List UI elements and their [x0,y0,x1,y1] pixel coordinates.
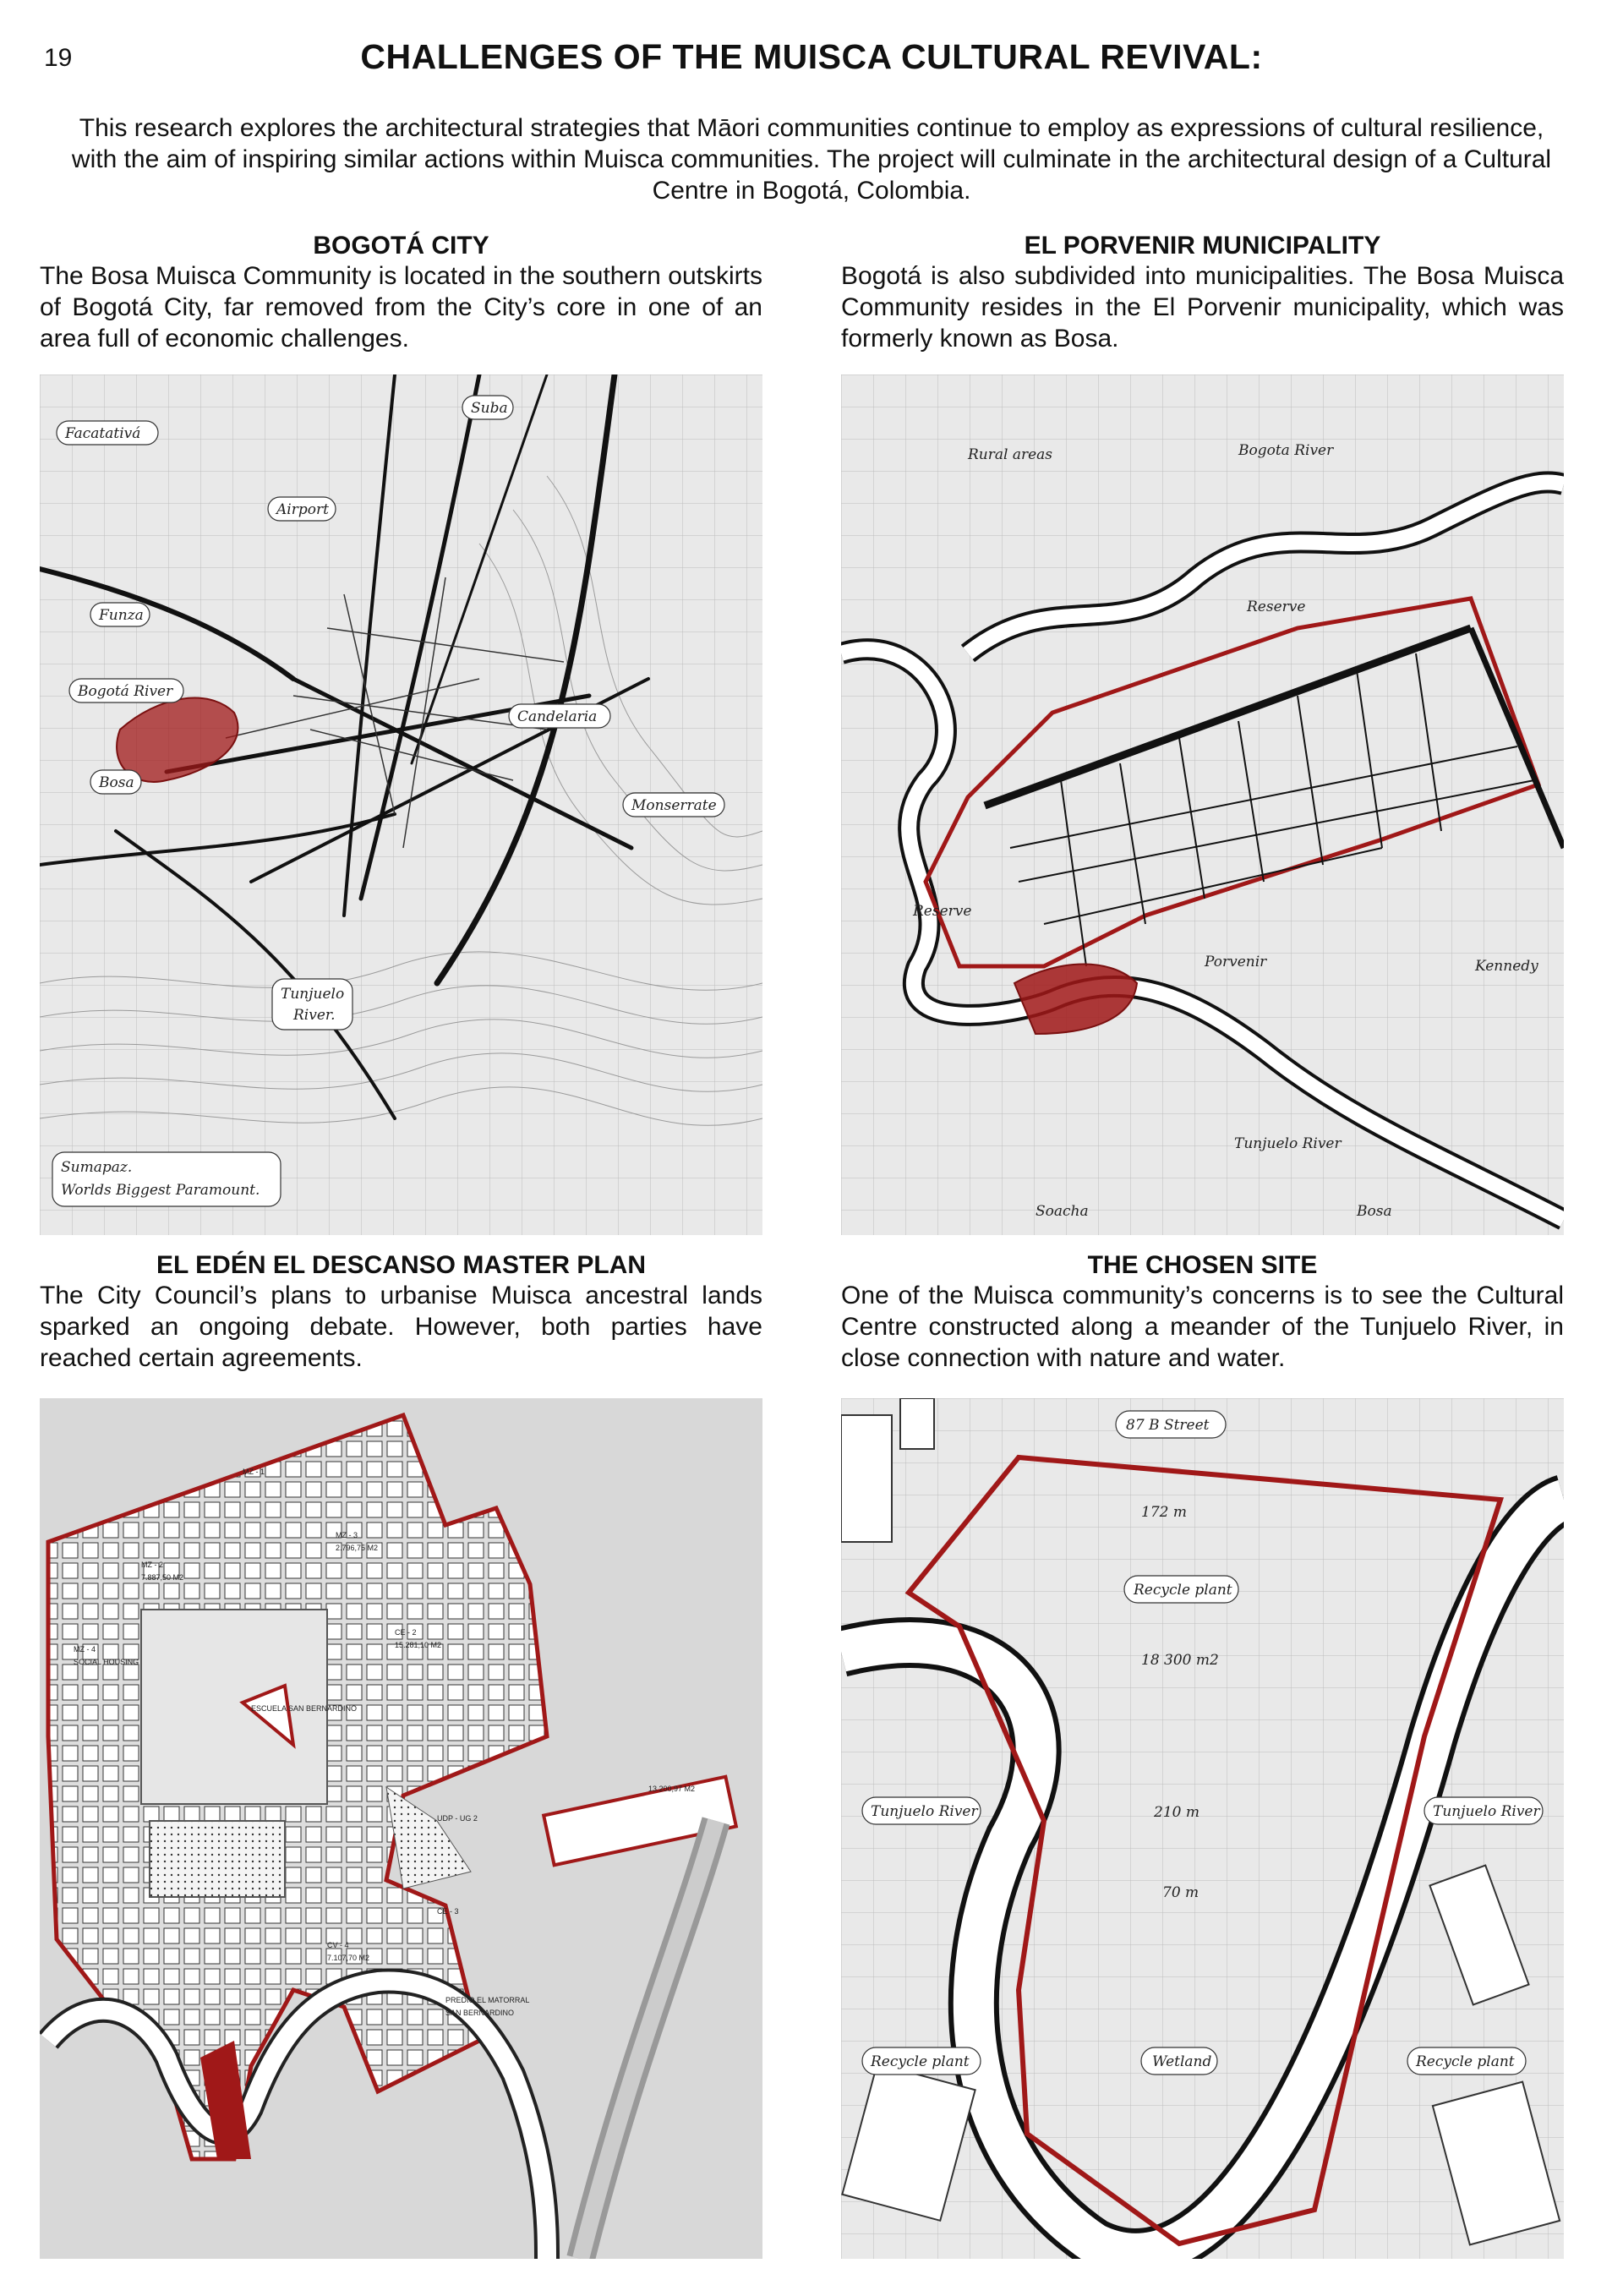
map-label: Airport [276,501,329,518]
map-label: Facatativá [65,425,141,442]
map-label: River. [293,1007,336,1024]
map-label: Tunjuelo River [1234,1135,1342,1152]
map-label: Reserve [913,903,972,920]
map-label: CV - 4 [327,1941,349,1949]
section-text: Bogotá is also subdivided into municipalities. The Bosa Muisca Community resides in the El Porvenir municipality, which was formerly known as Bosa. [841,262,1564,353]
map-label: Tunjuelo River [1433,1803,1540,1820]
map-label: Tunjuelo [281,986,345,1003]
map-label: PREDIO EL MATORRAL [445,1996,530,2004]
map-label: Bogotá River [78,683,173,700]
map-label: 7.107,70 M2 [327,1954,370,1962]
map-label: Recycle plant [1416,2053,1515,2070]
map-label: Wetland [1152,2053,1212,2070]
map-label: MZ - 2 [141,1561,163,1569]
map-label: Candelaria [517,708,598,725]
map-label: 172 m [1141,1504,1187,1521]
map-label: Bogota River [1238,442,1334,459]
map-label: Soacha [1036,1203,1089,1220]
chosen-site-map [841,1398,1564,2259]
section-chosen-site [841,1251,1564,1374]
map-label: Porvenir [1205,954,1267,970]
map-label: 2.796,75 M2 [336,1544,379,1552]
map-label: ESCUELA SAN BERNARDINO [251,1704,358,1713]
map-label: Tunjuelo River [871,1803,978,1820]
map-label: MZ - 1 [243,1468,265,1476]
map-label: Worlds Biggest Paramount. [61,1182,260,1199]
map-label: Rural areas [968,446,1053,463]
map-label: 210 m [1154,1804,1199,1821]
map-label: Bosa [1357,1203,1392,1220]
master-plan-map [40,1398,762,2259]
section-el-porvenir [841,232,1564,354]
map-label: Kennedy [1475,958,1538,975]
section-text: The Bosa Muisca Community is located in the southern outskirts of Bogotá City, far removed from the City’s core in one of an area full of economic challenges. [40,262,762,353]
section-heading: BOGOTÁ CITY [313,232,489,260]
map-label: 70 m [1162,1884,1199,1901]
section-heading: EL PORVENIR MUNICIPALITY [1024,232,1381,260]
map-label: Recycle plant [1134,1582,1232,1599]
map-label: UDP - UG 2 [437,1814,478,1823]
section-text: One of the Muisca community’s concerns is to see the Cultural Centre constructed along a meander of the Tunjuelo River, in close connection with nature and water. [841,1282,1564,1372]
page-title: CHALLENGES OF THE MUISCA CULTURAL REVIVAL: [360,37,1263,76]
map-label: 13.200,97 M2 [648,1785,696,1793]
map-label: 87 B Street [1126,1417,1210,1434]
map-label: 18 300 m2 [1141,1652,1219,1669]
map-label: Bosa [99,774,134,791]
map-label: Sumapaz. [61,1159,133,1176]
map-label: CE - 3 [437,1907,459,1916]
el-porvenir-map [841,374,1564,1235]
section-bogota-city [40,232,762,354]
page-number: 19 [44,44,73,72]
map-label: SOCIAL HOUSING [74,1658,139,1666]
map-label: Recycle plant [871,2053,970,2070]
map-label: Monserrate [631,797,717,814]
map-label: MZ - 3 [336,1531,358,1539]
section-heading: THE CHOSEN SITE [1087,1251,1318,1279]
intro-paragraph: This research explores the architectural strategies that Māori communities continue to employ as expressions of cultural resilience, with the aim of inspiring similar actions within Muisca communities. The project will culminate in the architectural design of a Cultural Centre in Bogotá, Colombia. [71,114,1552,205]
map-label: MZ - 4 [74,1645,96,1654]
map-label: 15.281,10 M2 [395,1641,442,1649]
map-label: Suba [471,400,508,417]
map-label: SAN BERNARDINO [445,2009,515,2017]
map-label: CE - 2 [395,1628,417,1637]
section-master-plan [40,1251,762,1374]
map-label: 7.887,50 M2 [141,1573,184,1582]
bogota-city-map [40,374,762,1235]
map-label: Reserve [1247,599,1306,615]
map-label: Funza [99,607,144,624]
section-text: The City Council’s plans to urbanise Muisca ancestral lands sparked an ongoing debate. However, both parties have reached certain agreements. [40,1282,762,1372]
section-heading: EL EDÉN EL DESCANSO MASTER PLAN [156,1251,646,1279]
